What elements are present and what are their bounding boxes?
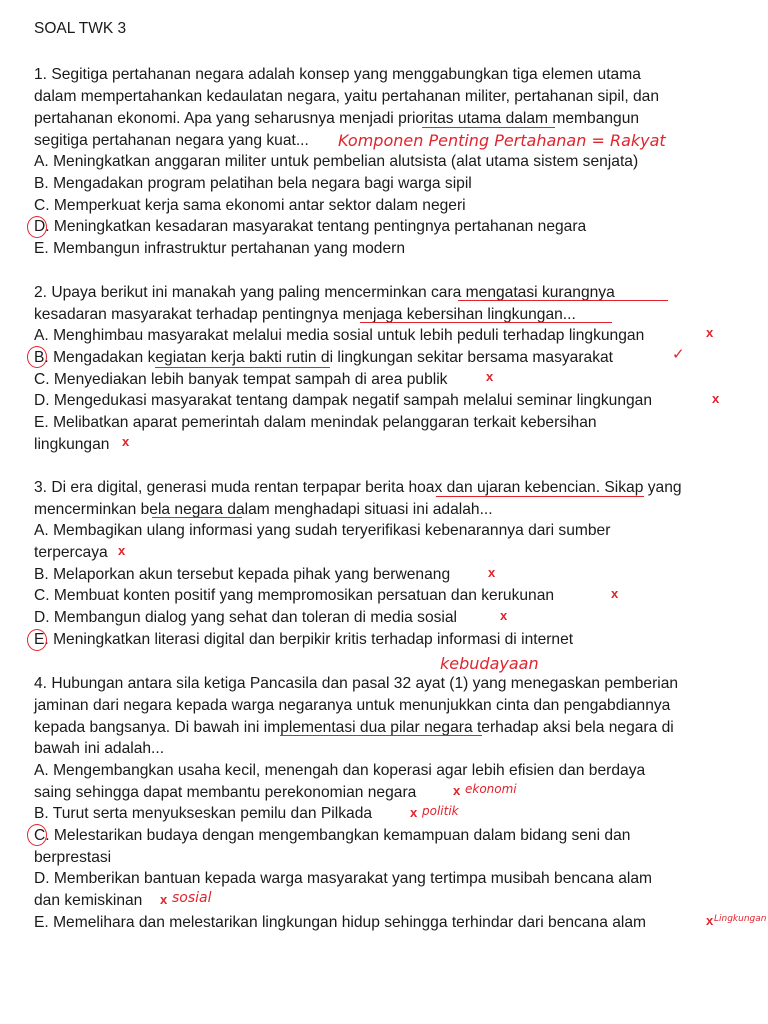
q4-text-line: bawah ini adalah... [34,740,165,757]
q1-underline [422,127,555,128]
q1-option-e: E. Membangun infrastruktur pertahanan yang modern [34,240,405,257]
q3-option-c: C. Membuat konten positif yang mempromosikan persatuan dan kerukunan [34,587,555,604]
q2-option-a: A. Menghimbau masyarakat melalui media sosial untuk lebih peduli terhadap lingkungan [34,327,645,344]
q2-option-e-cont: lingkungan [34,436,110,453]
q4-handwritten-note: politik [422,804,459,818]
q1-answer-circle [27,216,47,238]
q3-text-line: 3. Di era digital, generasi muda rentan terpapar berita hoax dan ujaran kebencian. Sikap yang [34,479,682,496]
wrong-mark: x [706,325,714,340]
wrong-mark: x [712,391,720,406]
q4-handwritten-note: kebudayaan [440,654,539,673]
q2-option-d: D. Mengedukasi masyarakat tentang dampak negatif sampah melalui seminar lingkungan [34,392,653,409]
q2-underline [458,300,668,301]
q3-answer-circle [27,629,47,651]
q4-option-a-cont: saing sehingga dapat membantu perekonomian negara [34,784,417,801]
q4-answer-circle [27,824,47,846]
q4-option-b: B. Turut serta menyukseskan pemilu dan Pilkada [34,805,373,822]
q3-underline [152,517,242,518]
q4-underline [280,735,482,736]
q1-option-c: C. Memperkuat kerja sama ekonomi antar sektor dalam negeri [34,197,466,214]
q3-text-line: mencerminkan bela negara dalam menghadapi situasi ini adalah... [34,501,493,518]
q4-text-line: kepada bangsanya. Di bawah ini implementasi dua pilar negara terhadap aksi bela negara di [34,719,674,736]
wrong-mark: x [611,586,619,601]
q2-option-e: E. Melibatkan aparat pemerintah dalam menindak pelanggaran terkait kebersihan [34,414,597,431]
q1-text-line: segitiga pertahanan negara yang kuat... [34,132,309,149]
q4-option-d: D. Memberikan bantuan kepada warga masyarakat yang tertimpa musibah bencana alam [34,870,653,887]
wrong-mark: x [500,608,508,623]
q3-option-a-cont: terpercaya [34,544,108,561]
q4-option-a: A. Mengembangkan usaha kecil, menengah dan koperasi agar lebih efisien dan berdaya [34,762,646,779]
q2-underline [360,322,612,323]
q3-option-a: A. Membagikan ulang informasi yang sudah teryerifikasi kebenarannya dari sumber [34,522,611,539]
q4-handwritten-note: ekonomi [465,782,517,796]
q2-option-b: B. Mengadakan kegiatan kerja bakti rutin di lingkungan sekitar bersama masyarakat [34,349,614,366]
q4-option-d-cont: dan kemiskinan [34,892,143,909]
wrong-mark: x [488,565,496,580]
q2-text-line: kesadaran masyarakat terhadap pentingnya menjaga kebersihan lingkungan... [34,306,576,323]
q4-option-c: C. Melestarikan budaya dengan mengembangkan kemampuan dalam bidang seni dan [34,827,631,844]
wrong-mark: x [486,369,494,384]
q1-option-d: D. Meningkatkan kesadaran masyarakat tentang pentingnya pertahanan negara [34,218,587,235]
q3-option-d: D. Membangun dialog yang sehat dan toleran di media sosial [34,609,458,626]
q4-handwritten-note: sosial [172,890,212,906]
q4-option-e: E. Memelihara dan melestarikan lingkungan hidup sehingga terhindar dari bencana alam [34,914,647,931]
document-title: SOAL TWK 3 [34,20,127,37]
q4-text-line: 4. Hubungan antara sila ketiga Pancasila dan pasal 32 ayat (1) yang menegaskan pemberian [34,675,679,692]
q2-answer-circle [27,346,47,368]
q2-option-c: C. Menyediakan lebih banyak tempat sampah di area publik [34,371,448,388]
q4-option-c-cont: berprestasi [34,849,112,866]
q1-text-line: dalam mempertahankan kedaulatan negara, yaitu pertahanan militer, pertahanan sipil, dan [34,88,660,105]
wrong-mark: x [453,783,461,798]
wrong-mark: x [706,913,714,928]
wrong-mark: x [160,892,168,907]
q3-underline [436,496,644,497]
check-mark: ✓ [672,346,685,363]
q3-option-e: E. Meningkatkan literasi digital dan berpikir kritis terhadap informasi di internet [34,631,574,648]
q2-underline [155,367,330,368]
q3-option-b: B. Melaporkan akun tersebut kepada pihak yang berwenang [34,566,451,583]
q4-text-line: jaminan dari negara kepada warga negaranya untuk menunjukkan cinta dan pengabdiannya [34,697,671,714]
q1-option-a: A. Meningkatkan anggaran militer untuk pembelian alutsista (alat utama sistem senjata) [34,153,639,170]
wrong-mark: x [118,543,126,558]
q4-handwritten-note: Lingkungan [714,914,767,924]
wrong-mark: x [410,805,418,820]
wrong-mark: x [122,434,130,449]
q1-text-line: 1. Segitiga pertahanan negara adalah konsep yang menggabungkan tiga elemen utama [34,66,641,83]
q1-handwritten-note: Komponen Penting Pertahanan = Rakyat [338,131,666,150]
q1-option-b: B. Mengadakan program pelatihan bela negara bagi warga sipil [34,175,472,192]
q1-text-line: pertahanan ekonomi. Apa yang seharusnya menjadi prioritas utama dalam membangun [34,110,640,127]
q2-text-line: 2. Upaya berikut ini manakah yang paling mencerminkan cara mengatasi kurangnya [34,284,615,301]
